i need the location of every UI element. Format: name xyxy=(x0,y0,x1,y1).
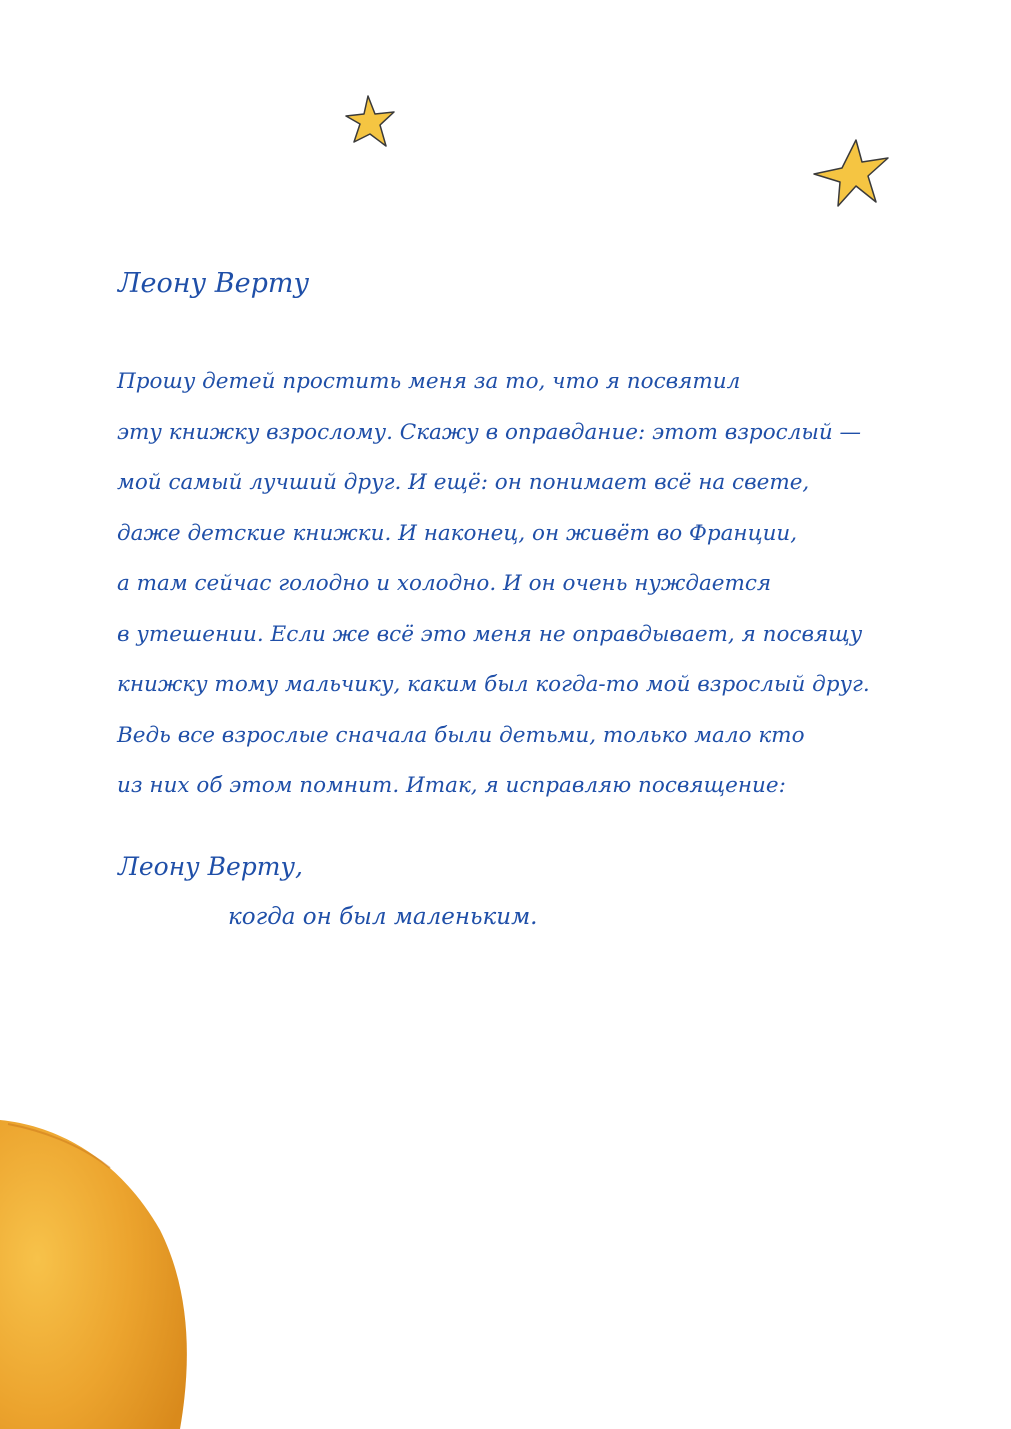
dedication-line: мой самый лучший друг. И ещё: он понимает всё на свете, xyxy=(117,470,810,495)
dedication-heading: Леону Верту xyxy=(118,268,310,299)
dedication-line: даже детские книжки. И наконец, он живёт во Франции, xyxy=(117,520,798,546)
dedication-line: Прошу детей простить меня за то, что я посвятил xyxy=(117,369,741,394)
closing-line-indented: когда он был маленьким. xyxy=(228,904,538,930)
dedication-line: из них об этом помнит. Итак, я исправляю посвящение: xyxy=(117,773,786,798)
dedication-line: Ведь все взрослые сначала были детьми, только мало кто xyxy=(117,722,805,748)
closing-line: Леону Верту, xyxy=(118,852,303,881)
dedication-line: в утешении. Если же всё это меня не оправдывает, я посвящу xyxy=(117,621,863,647)
star-icon xyxy=(344,94,396,150)
planet-illustration xyxy=(0,1120,200,1429)
dedication-line: а там сейчас голодно и холодно. И он очень нуждается xyxy=(117,571,772,596)
dedication-body xyxy=(117,357,870,812)
dedication-line: книжку тому мальчику, каким был когда-то мой взрослый друг. xyxy=(117,672,870,697)
dedication-line: эту книжку взрослому. Скажу в оправдание: этот взрослый — xyxy=(117,419,862,445)
dedication-closing xyxy=(118,842,537,942)
star-icon xyxy=(810,138,890,210)
